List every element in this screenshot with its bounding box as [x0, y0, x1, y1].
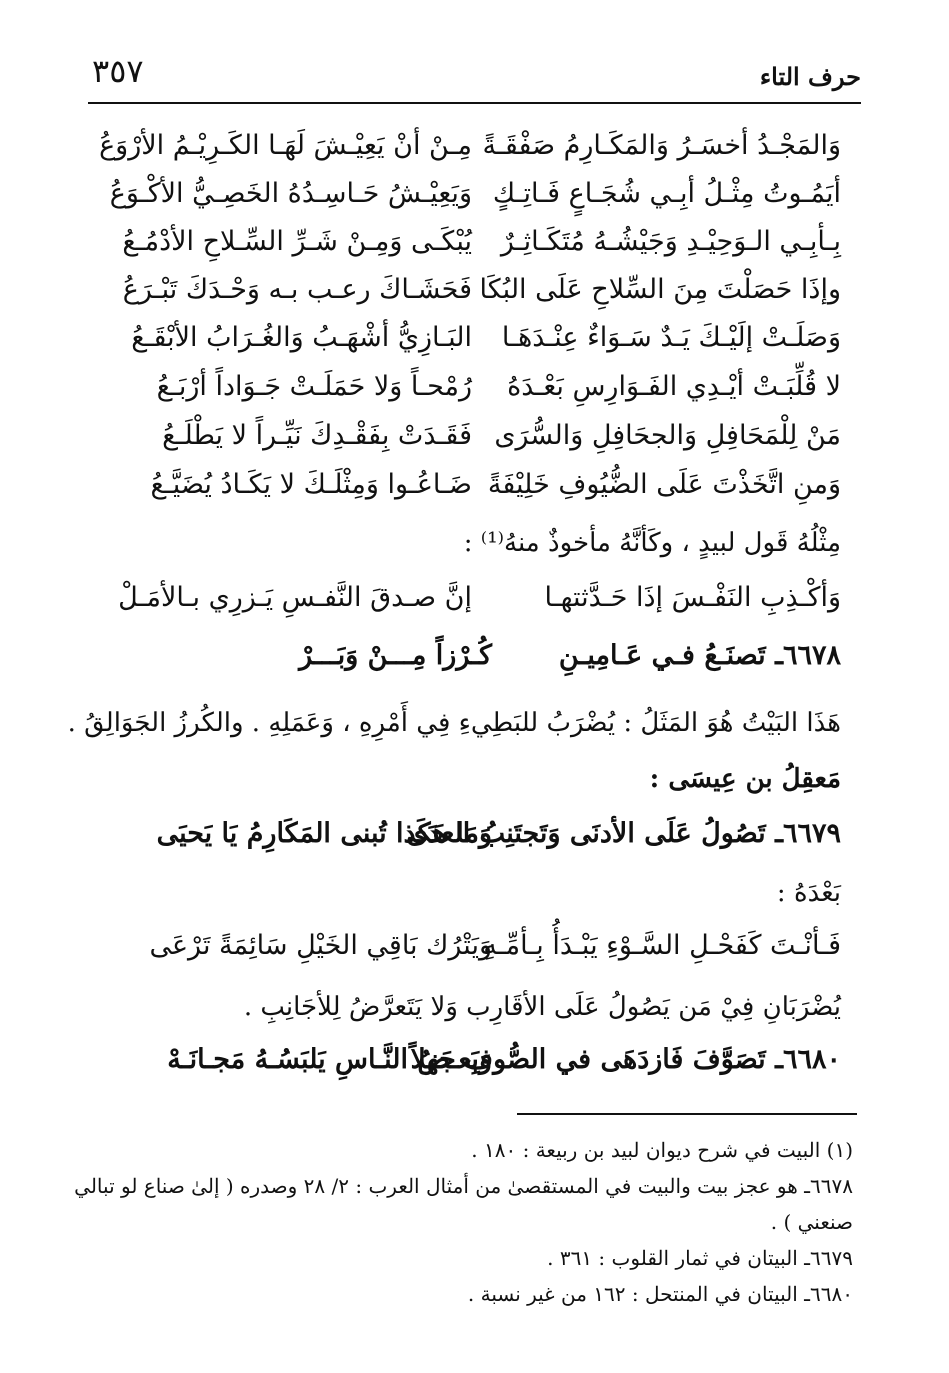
- verse-line: [112, 226, 841, 266]
- poet-name: مَعقِلُ بن عِيسَى :: [649, 764, 841, 794]
- footnote: (١) البيت في شرح ديوان لبيد بن ربيعة : ١٨٠ .: [471, 1138, 853, 1162]
- verse-first-hemistich: بِـأبِـي الـوَحِيْـدِ وَجَيْشُـهُ مُتَكَـاثِـرٌ: [500, 226, 841, 257]
- verse-second-hemistich: وَيَتْرُك بَاقِي الخَيْلِ سَائِمَةً تَرْعَى: [149, 930, 492, 961]
- verse-first-hemistich: وَصَلَـتْ إلَيْـكَ يَـدٌ سَـوَاءٌ عِنْـدَهَـا: [501, 322, 841, 353]
- verse-first-hemistich: ٦٦٨٠ـ تَصَوَّفَ فَازدَهَى في الصُّوفِ جَهلاً: [410, 1044, 841, 1075]
- verse-first-hemistich: ٦٦٧٩ـ تَصُولُ عَلَى الأدنَى وَتَجتَنِبُ العدَى: [406, 818, 841, 849]
- verse-line: [112, 582, 841, 622]
- verse-first-hemistich: ٦٦٧٨ـ تَصنَـعُ فـي عَـامِيـنِ: [558, 640, 841, 671]
- verse-first-hemistich: وإذَا حَصَلْتَ مِنَ السِّلاحِ عَلَى البُكَا: [479, 274, 841, 305]
- verse-line: [112, 469, 841, 509]
- footnote-divider: [517, 1113, 857, 1115]
- footnote: ٦٦٧٨ـ هو عجز بيت والبيت في المستقصىٰ من أمثال العرب : ٢/ ٢٨ وصدره ( إلىٰ صناع لو تبالي: [74, 1174, 853, 1198]
- prose-line: يُضْرَبَانِ فِيْ مَن يَصُولُ عَلَى الأقَارِب وَلا يَتَعرَّضُ لِلأجَانِبِ .: [243, 992, 841, 1022]
- verse-line: [112, 322, 841, 362]
- verse-first-hemistich: وَالمَجْـدُ أخسَـرُ وَالمَكَـارِمُ صَفْقَـةً: [482, 130, 841, 161]
- prose-line: هَذَا البَيْتُ هُوَ المَثَلُ : يُضْرَبُ للبَطِيءِ فِي أَمْرِهِ ، وَعَمَلِهِ . والكُرزُ الجَوَالِقُ .: [67, 708, 841, 738]
- verse-line: [112, 420, 841, 460]
- verse-second-hemistich: وَبَعـضُ النَّـاسِ يَلبَسُـهُ مَجـانَـهْ: [167, 1044, 492, 1075]
- prose-line: مِثْلُهُ قَول لبيدٍ ، وكَأنَّهُ مأخوذٌ منهُ⁽¹⁾ :: [463, 528, 841, 558]
- verse-first-hemistich: مَنْ لِلْمَحَافِلِ وَالجحَافِلِ وَالسُّرَى: [494, 420, 841, 451]
- verse-first-hemistich: وَمنِ اتَّخَذْتَ عَلَى الضُّيُوفِ خَلِيْفَةً: [487, 469, 841, 500]
- verse-second-hemistich: مِـنْ أنْ يَعِيْـشَ لَهَـا الكَـرِيْـمُ الأرْوَعُ: [99, 130, 472, 161]
- verse-second-hemistich: يُبْكَـى وَمِـنْ شَـرِّ السِّـلاحِ الأدْمُـعُ: [122, 226, 472, 257]
- verse-line: [112, 274, 841, 314]
- verse-line: [112, 930, 841, 970]
- header-divider: [88, 102, 861, 104]
- verse-second-hemistich: فَحَشَـاكَ رعـب بـه وَحْـدَكَ تَبْـرَعُ: [122, 274, 472, 305]
- numbered-verse-6680: [112, 1044, 841, 1084]
- footnote: ٦٦٧٩ـ البيتان في ثمار القلوب : ٣٦١ .: [547, 1246, 853, 1270]
- verse-second-hemistich: ضَـاعُـوا وَمِثْلَـكَ لا يَكَـادُ يُضَيَّـعُ: [150, 469, 472, 500]
- verse-first-hemistich: فَـأنْـتَ كَفَحْـلِ السَّـوْءِ يَبْـدَأُ بِـأمِّـهِ: [483, 930, 841, 961]
- page-header: [88, 52, 861, 100]
- chapter-title: حرف التاء: [759, 62, 861, 91]
- verse-line: [109, 178, 841, 218]
- verse-first-hemistich: وَأكْـذِبِ النَفْـسَ إذَا حَـدَّثتهـا: [544, 582, 841, 613]
- numbered-verse-6679: [112, 818, 841, 858]
- verse-second-hemistich: إنَّ صـدقَ النَّفـسِ يَـزرِي بـالأمَـلْ: [118, 582, 472, 613]
- verse-second-hemistich: وَيَعِيْـشُ حَـاسِـدُهُ الخَصِـيُّ الأكْـوَعُ: [109, 178, 472, 209]
- verse-second-hemistich: كُـرْزاً مِـــنْ وَبَـــرْ: [299, 640, 492, 671]
- verse-second-hemistich: البَـازِيُّ أشْهَـبُ وَالغُـرَابُ الأبْقَـعُ: [131, 322, 472, 353]
- verse-first-hemistich: أيَمُـوتُ مِثْـلُ أبِـي شُجَـاعٍ فَـاتِـكٍ: [492, 178, 841, 209]
- verse-second-hemistich: فَقَـدَتْ بِفَقْـدِكَ نَيِّـراً لا يَطْلَـعُ: [162, 420, 472, 451]
- footnote: ٦٦٨٠ـ البيتان في المنتحل : ١٦٢ من غير نسبة .: [467, 1282, 853, 1306]
- verse-second-hemistich: وَمَا هَكَذا تُبنى المَكَارِمُ يَا يَحيَى: [156, 818, 492, 849]
- prose-line: بَعْدَهُ :: [776, 878, 841, 908]
- verse-line: [99, 130, 841, 170]
- verse-second-hemistich: رُمْحـاً وَلا حَمَلَـتْ جَـوَاداً أرْبَـعُ: [156, 371, 472, 402]
- numbered-verse-6678: [112, 640, 841, 680]
- verse-first-hemistich: لا قُلِّبَـتْ أيْـدِي الفَـوَارِسِ بَعْـدَهُ: [507, 371, 841, 402]
- verse-line: [112, 371, 841, 411]
- footnote-continuation: صنعني ) .: [770, 1210, 853, 1234]
- page-number: ٣٥٧: [92, 52, 144, 90]
